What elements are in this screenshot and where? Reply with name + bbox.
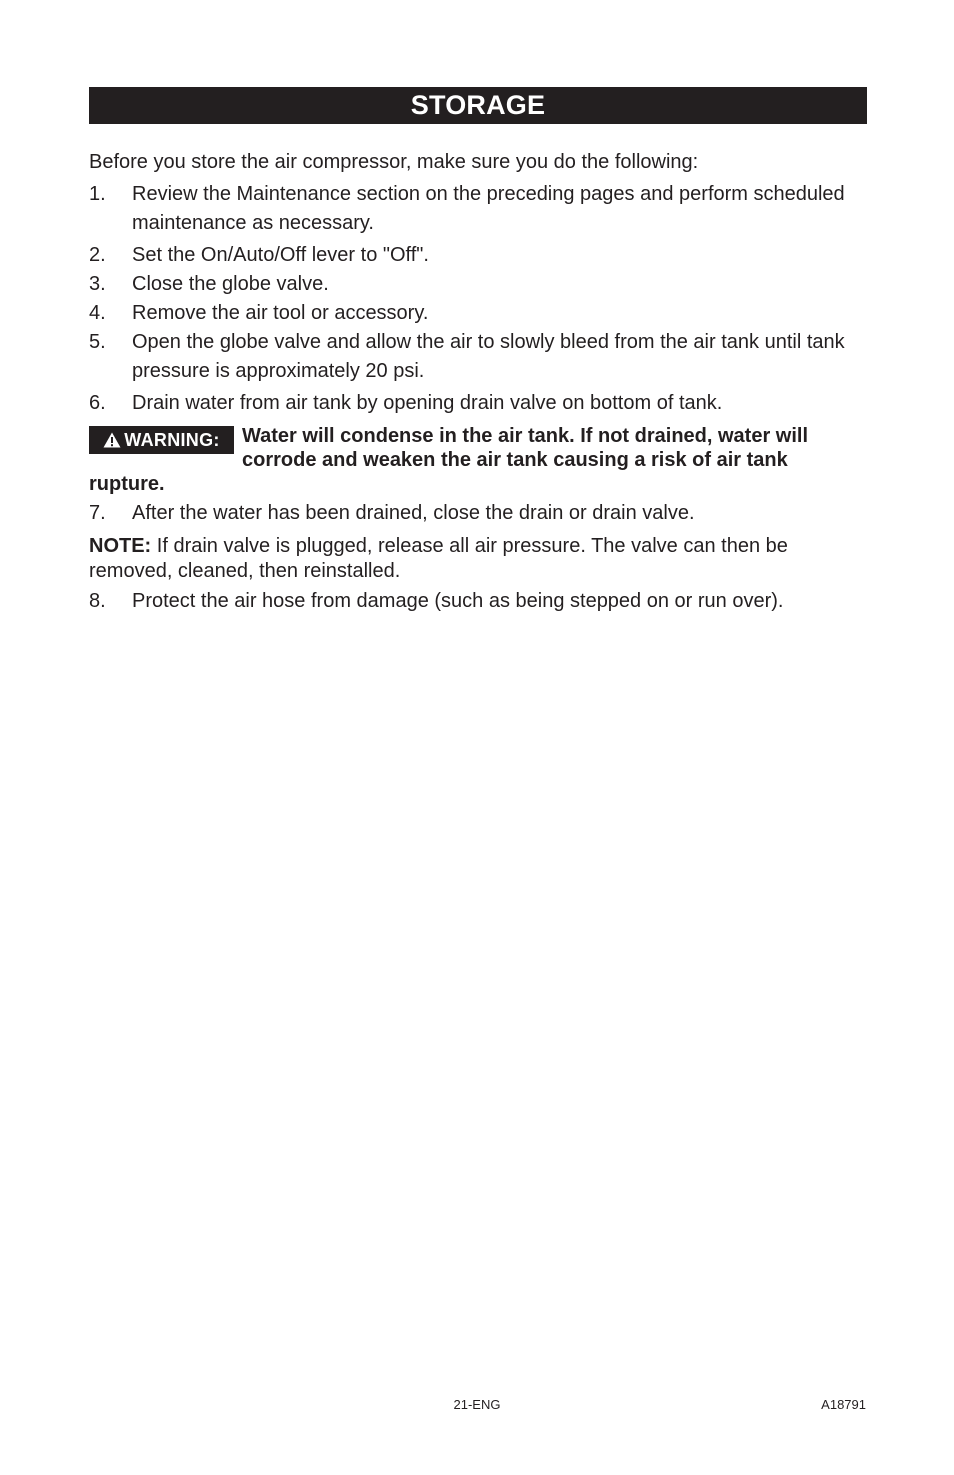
warning-triangle-icon [103, 432, 121, 448]
section-title: STORAGE [410, 90, 546, 120]
list-item [89, 299, 867, 328]
step-text: Protect the air hose from damage (such as being stepped on or run over). [132, 590, 784, 612]
step-text: Drain water from air tank by opening drain valve on bottom of tank. [132, 392, 723, 414]
document-code: A18791 [821, 1397, 866, 1412]
list-item [89, 180, 867, 238]
step-number: 8. [89, 590, 106, 612]
warning-badge [89, 426, 234, 454]
step-text: After the water has been drained, close the drain or drain valve. [132, 502, 695, 524]
note-text: If drain valve is plugged, release all air pressure. The valve can then be removed, cleaned, then reinstalled. [89, 535, 788, 582]
warning-text: Water will condense in the air tank. If not drained, water will corrode and weaken the air tank causing a risk of air tank rupture. [89, 425, 809, 495]
step-text: Close the globe valve. [132, 273, 329, 295]
list-item [89, 270, 867, 299]
storage-steps-list [89, 180, 867, 418]
list-item [89, 389, 867, 418]
step-text: Review the Maintenance section on the preceding pages and perform scheduled maintenance as necessary. [132, 183, 845, 234]
section-header [89, 87, 867, 124]
step-text: Set the On/Auto/Off lever to "Off". [132, 244, 429, 266]
step-number: 5. [89, 331, 106, 353]
storage-page [89, 87, 867, 616]
list-item [89, 241, 867, 270]
note-label: NOTE: [89, 535, 152, 557]
warning-block [89, 424, 867, 496]
step-text: Open the globe valve and allow the air to slowly bleed from the air tank until tank pressure is approximately 20 psi. [132, 331, 845, 382]
storage-steps-list-continued [89, 499, 867, 528]
step-number: 6. [89, 392, 106, 414]
page-number: 21-ENG [453, 1397, 501, 1412]
list-item [89, 499, 867, 528]
step-number: 1. [89, 183, 106, 205]
step-text: Remove the air tool or accessory. [132, 302, 429, 324]
note-paragraph [89, 534, 867, 584]
step-number: 4. [89, 302, 106, 324]
warning-label: WARNING: [124, 430, 220, 450]
step-number: 2. [89, 244, 106, 266]
storage-steps-list-final [89, 587, 867, 616]
list-item [89, 328, 867, 386]
list-item [89, 587, 867, 616]
step-number: 3. [89, 273, 106, 295]
intro-text: Before you store the air compressor, make sure you do the following: [89, 151, 699, 173]
step-number: 7. [89, 502, 106, 524]
